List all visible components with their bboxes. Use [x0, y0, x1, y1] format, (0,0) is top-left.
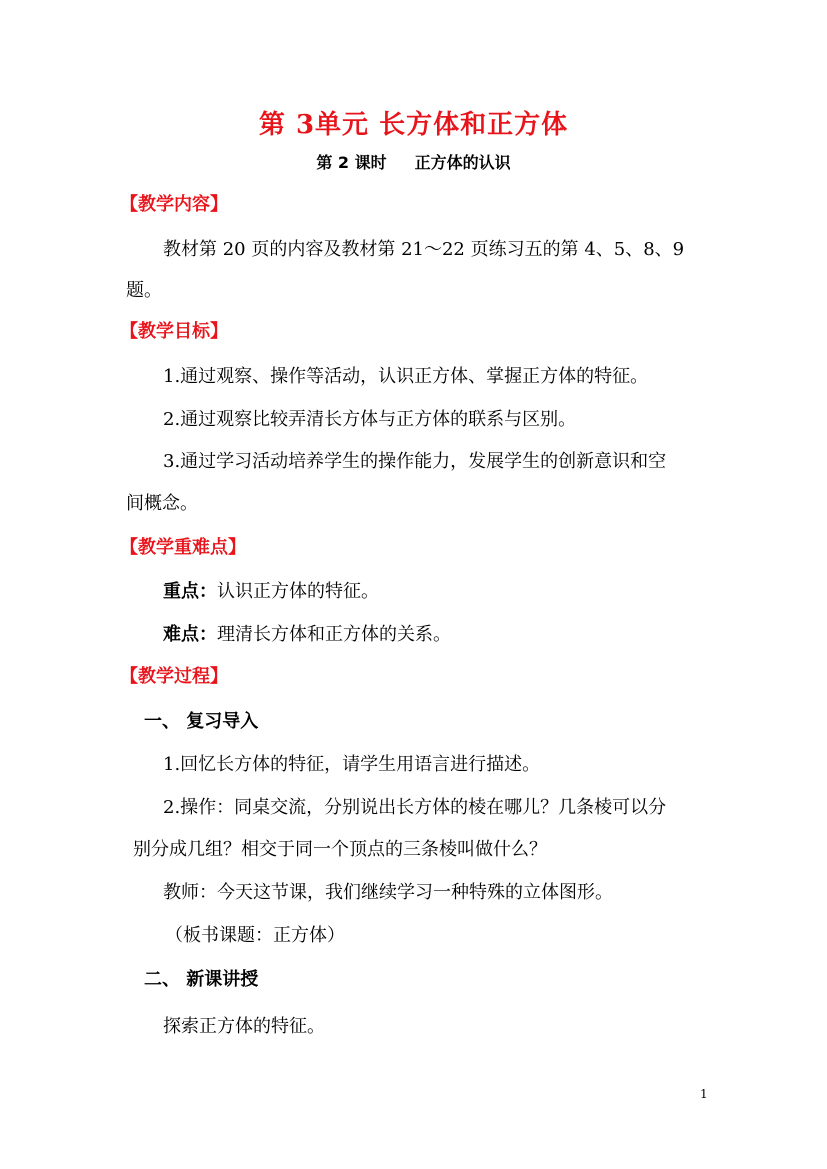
- difficult-label: 难点：: [163, 624, 217, 645]
- difficult-text: 理清长方体和正方体的关系。: [217, 624, 451, 645]
- goal-3-line-1: 3.通过学习活动培养学生的操作能力，发展学生的创新意识和空: [163, 451, 667, 472]
- key-text: 认识正方体的特征。: [217, 581, 379, 602]
- difficult-point: [163, 620, 451, 646]
- key-label: 重点：: [163, 581, 217, 602]
- key-point: [163, 577, 379, 603]
- board-line: （板书课题：正方体）: [165, 925, 345, 946]
- goal-1: 1.通过观察、操作等活动，认识正方体、掌握正方体的特征。: [163, 366, 649, 387]
- content-heading: 【教学内容】: [120, 194, 228, 215]
- content-line-2: 题。: [126, 280, 162, 301]
- page-title: 第 3单元 长方体和正方体: [258, 110, 569, 140]
- goal-3-line-2: 间概念。: [126, 493, 198, 514]
- goals-heading: 【教学目标】: [120, 321, 228, 342]
- lesson-subtitle: [0, 150, 827, 173]
- page-number: 1: [700, 1087, 708, 1101]
- explore-line: 探索正方体的特征。: [163, 1016, 325, 1037]
- teacher-line: 教师：今天这节课，我们继续学习一种特殊的立体图形。: [163, 882, 613, 903]
- key-heading: 【教学重难点】: [120, 537, 246, 558]
- step-1-item-1: 1.回忆长方体的特征，请学生用语言进行描述。: [163, 754, 541, 775]
- step-1-title: 一、 复习导入: [144, 711, 259, 732]
- step-1-item-2-line-1: 2.操作：同桌交流，分别说出长方体的棱在哪儿？几条棱可以分: [163, 797, 667, 818]
- step-1-item-2-line-2: 别分成几组？相交于同一个顶点的三条棱叫做什么？: [133, 839, 547, 860]
- process-heading: 【教学过程】: [120, 666, 228, 687]
- lesson-topic: 正方体的认识: [414, 153, 511, 172]
- content-line-1: 教材第 20 页的内容及教材第 21～22 页练习五的第 4、5、8、9: [163, 239, 685, 260]
- step-2-title: 二、 新课讲授: [144, 969, 259, 990]
- goal-2: 2.通过观察比较弄清长方体与正方体的联系与区别。: [163, 409, 577, 430]
- lesson-number: 第 2 课时: [316, 153, 387, 172]
